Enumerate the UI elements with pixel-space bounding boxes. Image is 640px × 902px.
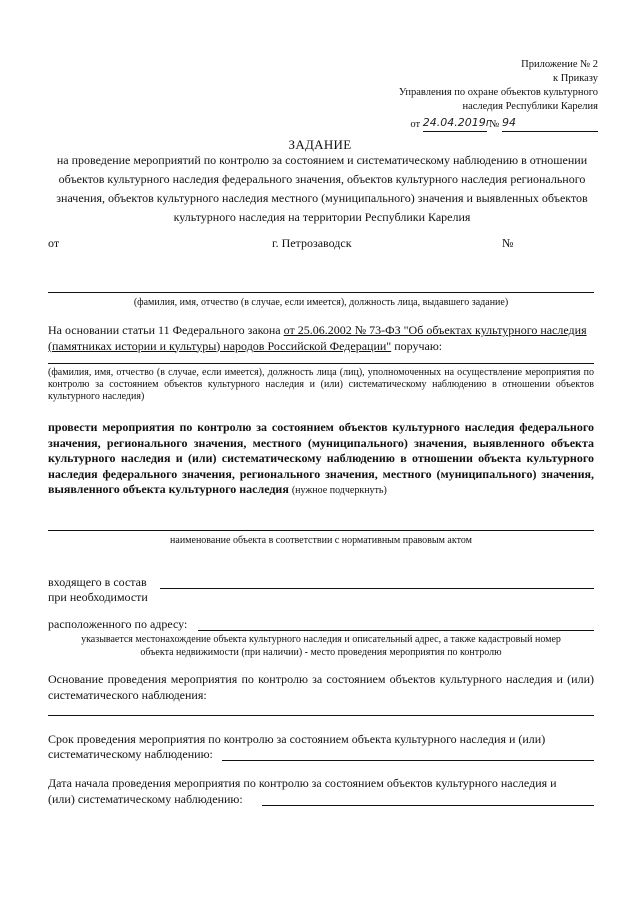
object-name-line <box>48 530 594 531</box>
start-date-line-1: Дата начала проведения мероприятия по контролю за состоянием объектов культурного наследия и <box>48 776 557 790</box>
instruction-paragraph <box>48 420 594 498</box>
start-date-field <box>262 805 594 806</box>
number-label: № <box>502 236 514 250</box>
part-of-field <box>160 588 594 589</box>
issuer-caption: (фамилия, имя, отчество (в случае, если имеется), должность лица, выдавшего задание) <box>133 297 509 308</box>
appendix-line-1: Приложение № 2 <box>521 59 598 70</box>
address-field <box>198 630 594 631</box>
address-label: расположенного по адресу: <box>48 617 188 631</box>
document-subtitle: на проведение мероприятий по контролю за состоянием и систематическому наблюдению в отношении объектов культурного наследия федерального значения, объектов культурного наследия регионального значения, объектов культурного наследия местного (муниципального) значения и выявленных объектов культурного наследия на территории Республики Карелия <box>56 153 588 224</box>
appendix-from-label: от <box>410 119 421 130</box>
appendix-date-handwritten: 24.04.2019г <box>422 116 492 129</box>
grounds-line <box>48 715 594 716</box>
basis-prefix: На основании статьи 11 Федерального закона <box>48 323 284 337</box>
object-name-caption: наименование объекта в соответствии с нормативным правовым актом <box>170 535 472 546</box>
appendix-line-3: Управления по охране объектов культурного <box>398 87 598 98</box>
appendix-line-4: наследия Республики Карелия <box>462 101 598 112</box>
appendix-number-handwritten: 94 <box>502 116 516 129</box>
document-title: ЗАДАНИЕ <box>288 137 352 152</box>
term-line-2: систематическому наблюдению: <box>48 747 213 761</box>
part-of-sub: при необходимости <box>48 590 148 604</box>
authorized-caption: (фамилия, имя, отчество (в случае, если имеется), должность лица (лиц), уполномоченных на осуществление мероприятия по контролю за состоянием объектов культурного наследия и (или) систематическому наблюдению в отношении объектов культурного наследия) <box>48 367 594 402</box>
term-field <box>222 760 594 761</box>
appendix-number-field <box>502 116 598 132</box>
city-label: г. Петрозаводск <box>272 236 352 250</box>
authorized-line <box>48 363 594 364</box>
from-label: от <box>48 236 60 250</box>
address-caption-1: указывается местонахождение объекта культурного наследия и описательный адрес, а также кадастровый номер <box>81 634 561 645</box>
part-of-label: входящего в состав <box>48 575 147 589</box>
appendix-date-row <box>399 116 598 132</box>
instruction-bold-text: провести мероприятия по контролю за состоянием объектов культурного наследия федерального значения, регионального значения, местного (муниципального) значения, выявленного объекта культурного наследия и (или) систематическому наблюдению в отношении объекта культурного наследия федерального значения, регионального значения, местного (муниципального) значения, выявленного объекта культурного наследия <box>48 420 594 496</box>
grounds-paragraph: Основание проведения мероприятия по контролю за состоянием объектов культурного наследия и (или) систематического наблюдения: <box>48 672 594 702</box>
law-reference-link[interactable]: от 25.06.2002 № 73-ФЗ "Об объектах культурного наследия (памятниках истории и культуры) народов Российской Федерации" <box>48 323 587 353</box>
address-caption-2: объекта недвижимости (при наличии) - место проведения мероприятия по контролю <box>140 647 502 658</box>
issuer-line <box>48 292 594 293</box>
appendix-line-2: к Приказу <box>553 73 598 84</box>
basis-suffix: поручаю: <box>391 338 443 353</box>
start-date-line-2: (или) систематическому наблюдению: <box>48 792 243 806</box>
instruction-note: (нужное подчеркнуть) <box>291 485 387 496</box>
appendix-block <box>399 58 598 132</box>
appendix-date-field <box>422 116 492 132</box>
basis-paragraph <box>48 323 594 354</box>
term-line-1: Срок проведения мероприятия по контролю за состоянием объекта культурного наследия и (или) <box>48 732 546 746</box>
appendix-number-label: № <box>489 119 500 130</box>
